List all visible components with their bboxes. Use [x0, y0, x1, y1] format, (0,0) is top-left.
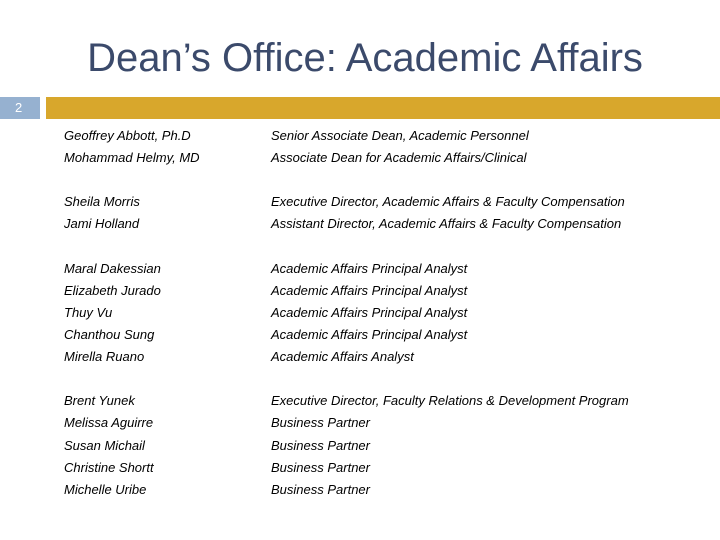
staff-role: Business Partner — [271, 438, 370, 453]
staff-row — [0, 457, 720, 479]
staff-row — [0, 302, 720, 324]
staff-row — [0, 213, 720, 235]
staff-role: Associate Dean for Academic Affairs/Clinical — [271, 150, 527, 165]
staff-row — [0, 479, 720, 501]
staff-name: Susan Michail — [64, 438, 145, 453]
staff-name: Mirella Ruano — [64, 349, 145, 364]
staff-name: Chanthou Sung — [64, 327, 155, 342]
staff-role: Business Partner — [271, 460, 370, 475]
staff-role: Executive Director, Faculty Relations & Development Program — [271, 393, 629, 408]
staff-row — [0, 324, 720, 346]
staff-name: Melissa Aguirre — [64, 415, 154, 430]
staff-name: Elizabeth Jurado — [64, 283, 161, 298]
staff-row — [0, 125, 720, 147]
staff-name: Geoffrey Abbott, Ph.D — [64, 128, 191, 143]
staff-name: Maral Dakessian — [64, 261, 161, 276]
page-number: 2 — [0, 97, 40, 119]
staff-row — [0, 147, 720, 169]
staff-row — [0, 435, 720, 457]
staff-role: Academic Affairs Analyst — [271, 349, 414, 364]
staff-row — [0, 258, 720, 280]
staff-role: Senior Associate Dean, Academic Personnel — [271, 128, 529, 143]
staff-role: Academic Affairs Principal Analyst — [271, 283, 468, 298]
staff-role: Academic Affairs Principal Analyst — [271, 305, 468, 320]
staff-row — [0, 191, 720, 213]
staff-row — [0, 346, 720, 368]
staff-name: Jami Holland — [64, 216, 140, 231]
staff-role: Business Partner — [271, 482, 370, 497]
staff-role: Assistant Director, Academic Affairs & Faculty Compensation — [271, 216, 622, 231]
staff-name: Michelle Uribe — [64, 482, 147, 497]
staff-row — [0, 280, 720, 302]
staff-row — [0, 412, 720, 434]
staff-role: Business Partner — [271, 415, 370, 430]
staff-role: Academic Affairs Principal Analyst — [271, 327, 468, 342]
slide-title: Dean’s Office: Academic Affairs — [87, 36, 643, 80]
staff-name: Christine Shortt — [64, 460, 154, 475]
staff-name: Brent Yunek — [64, 393, 135, 408]
staff-role: Executive Director, Academic Affairs & Faculty Compensation — [271, 194, 625, 209]
staff-name: Mohammad Helmy, MD — [64, 150, 200, 165]
staff-name: Sheila Morris — [64, 194, 140, 209]
staff-role: Academic Affairs Principal Analyst — [271, 261, 468, 276]
staff-name: Thuy Vu — [64, 305, 113, 320]
staff-row — [0, 390, 720, 412]
